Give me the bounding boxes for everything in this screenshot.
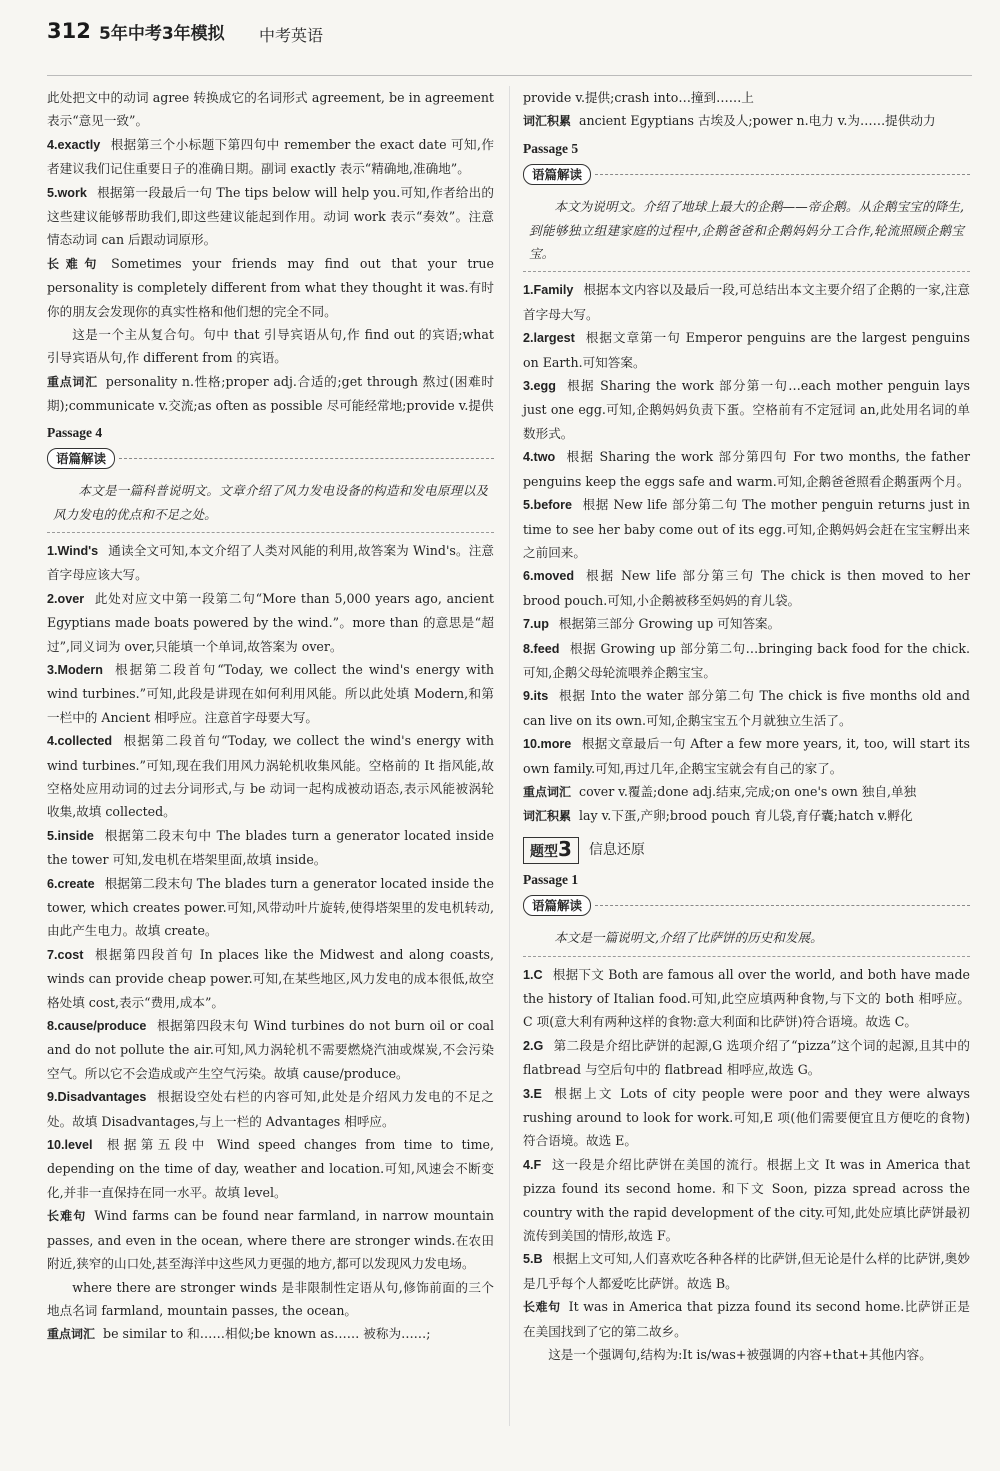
answer-number: 8.cause/produce xyxy=(47,1019,147,1034)
subject-title: 中考英语 xyxy=(259,26,324,45)
note-label: 长难句 xyxy=(47,256,104,271)
note-label: 词汇积累 xyxy=(523,809,572,824)
note-label: 词汇积累 xyxy=(523,114,572,129)
paragraph: provide v.提供;crash into…撞到……上 xyxy=(523,90,754,105)
note-text: Sometimes your friends may find out that your true personality is completely different from what they thought it was.有时你的朋友会发现你的真实性格和他们想的完全不同。 xyxy=(47,255,494,319)
answer-item xyxy=(523,1247,970,1295)
answer-item xyxy=(47,658,494,729)
badge-label: 语篇解读 xyxy=(523,164,591,185)
note-label: 重点词汇 xyxy=(47,1327,96,1342)
labeled-note xyxy=(523,109,970,133)
answer-item xyxy=(47,181,494,252)
answer-item xyxy=(47,824,494,872)
answer-explanation: 根据 Growing up 部分第二句…bringing back food for the chick.可知,企鹅父母轮流喂养企鹅宝宝。 xyxy=(523,640,970,680)
note-text: cover v.覆盖;done adj.结束,完成;on one's own 独自,单独 xyxy=(579,783,917,799)
answer-explanation: 根据第二段首句“Today, we collect the wind's energy with wind turbines.”可知,此段是讲现在如何利用风能。所以此处填 Modern,和第一栏中的 Ancient 相呼应。注意首字母要大写。 xyxy=(47,661,494,725)
answer-explanation: 根据上文 Lots of city people were poor and they were always rushing around to look for work.可知,E 项(他们需要便宜且方便吃的食物)符合语境。故选 E。 xyxy=(523,1085,970,1149)
answer-item xyxy=(523,564,970,612)
note-text: ancient Egyptians 古埃及人;power n.电力 v.为……提供动力 xyxy=(579,113,936,129)
answer-item xyxy=(47,133,494,181)
answer-item xyxy=(47,587,494,658)
answer-explanation: 根据第二段首句“Today, we collect the wind's energy with wind turbines.”可知,现在我们用风力涡轮机收集风能。空格前的 It 指风能,故空格处应用动词的过去分词形式,与 be 动词一起构成被动语态,表示风能被涡轮收集,故填 collected。 xyxy=(47,733,494,820)
answer-explanation: 根据设空处右栏的内容可知,此处是介绍风力发电的不足之处。故填 Disadvantages,与上一栏的 Advantages 相呼应。 xyxy=(47,1089,494,1129)
answer-explanation: 根据 Into the water 部分第二句 The chick is five months old and can live on its own.可知,企鹅宝宝五个月就独立生活了。 xyxy=(523,688,970,728)
answer-explanation: 根据第四段末句 Wind turbines do not burn oil or coal and do not pollute the air.可知,风力涡轮机不需要燃烧汽油或煤炭,不会污染空气。所以它不会造成或产生空气污染。故填 cause/produce。 xyxy=(47,1018,494,1081)
header-divider xyxy=(47,75,972,76)
answer-number: 4.exactly xyxy=(47,137,101,152)
answer-number: 2.over xyxy=(47,591,85,606)
answer-explanation: 根据第五段中 Wind speed changes from time to time, depending on the time of day, weather and location.可知,风速会不断变化,并非一直保持在同一水平。故填 level。 xyxy=(47,1137,494,1200)
labeled-note xyxy=(523,1295,970,1343)
paragraph: 此处把文中的动词 agree 转换成它的名词形式 agreement, be in agreement 表示“意见一致”。 xyxy=(47,90,494,129)
answer-item xyxy=(523,326,970,374)
answer-item xyxy=(47,1133,494,1204)
answer-number: 4.two xyxy=(523,450,556,465)
section-badge xyxy=(523,895,970,916)
badge-dashed-line xyxy=(595,174,970,175)
answer-number: 10.level xyxy=(47,1138,93,1153)
passage-summary: 本文是一篇科普说明文。文章介绍了风力发电设备的构造和发电原理以及风力发电的优点和不足之处。 xyxy=(47,477,494,533)
answer-item xyxy=(523,732,970,780)
answer-item xyxy=(523,684,970,732)
note-label: 重点词汇 xyxy=(47,374,98,389)
answer-number: 3.Modern xyxy=(47,662,103,677)
column-divider xyxy=(509,86,510,1426)
page-header xyxy=(47,18,970,54)
answer-explanation: 根据第二段末句中 The blades turn a generator located inside the tower 可知,发电机在塔架里面,故填 inside。 xyxy=(47,827,494,868)
labeled-note xyxy=(47,1204,494,1275)
answer-explanation: 根据下文 Both are famous all over the world, and both have made the history of Italian food.可知,此空应填两种食物,与下文的 both 相呼应。C 项(意大利有两种这样的食物:意大利面和比萨饼)符合语境。故选 C。 xyxy=(523,966,970,1030)
answer-number: 5.B xyxy=(523,1252,543,1267)
labeled-note xyxy=(523,780,970,804)
answer-item xyxy=(523,1153,970,1248)
answer-explanation: 根据本文内容以及最后一段,可总结出本文主要介绍了企鹅的一家,注意首字母大写。 xyxy=(523,282,970,322)
answer-explanation: 此处对应文中第一段第二句“More than 5,000 years ago, ancient Egyptians made boats powered by the wind.”。more than 的意思是“超过”,同义词为 over,只能填一个单词,故答案为 over。 xyxy=(47,590,494,654)
left-column xyxy=(47,86,494,1347)
answer-item xyxy=(523,278,970,326)
answer-number: 10.more xyxy=(523,737,572,752)
answer-number: 9.Disadvantages xyxy=(47,1090,147,1105)
book-title: 5年中考3年模拟 xyxy=(99,24,225,44)
answer-explanation: 第二段是介绍比萨饼的起源,G 选项介绍了“pizza”这个词的起源,且其中的 flatbread 与空后句中的 flatbread 相呼应,故选 G。 xyxy=(523,1037,970,1078)
answer-number: 3.E xyxy=(523,1086,542,1101)
passage-summary: 本文是一篇说明文,介绍了比萨饼的历史和发展。 xyxy=(523,924,970,956)
note-text: Wind farms can be found near farmland, in narrow mountain passes, and even in the ocean, where there are stronger winds.在农田附近,狭窄的山口处,甚至海洋中这些风力更强的地方,都可以发现风力发电场。 xyxy=(47,1208,494,1272)
badge-dashed-line xyxy=(595,905,970,906)
answer-number: 6.moved xyxy=(523,569,575,584)
answer-number: 7.up xyxy=(523,617,549,632)
answer-item xyxy=(47,1085,494,1133)
answer-item xyxy=(523,1082,970,1153)
answer-explanation: 根据 New life 部分第二句 The mother penguin returns just in time to see her baby come out of its egg.可知,企鹅妈妈会赶在宝宝孵出来之前回来。 xyxy=(523,497,970,560)
question-type-name: 信息还原 xyxy=(588,841,645,858)
note-text: be similar to 和……相似;be known as…… 被称为……; xyxy=(103,1326,431,1342)
answer-number: 1.Wind's xyxy=(47,543,99,558)
labeled-note xyxy=(47,370,494,418)
passage-summary: 本文为说明文。介绍了地球上最大的企鹅——帝企鹅。从企鹅宝宝的降生,到能够独立组建家庭的过程中,企鹅爸爸和企鹅妈妈分工合作,轮流照顾企鹅宝宝。 xyxy=(523,193,970,272)
answer-number: 3.egg xyxy=(523,379,556,394)
answer-item xyxy=(47,729,494,824)
answer-item xyxy=(523,493,970,564)
badge-label: 语篇解读 xyxy=(47,448,115,469)
answer-number: 1.Family xyxy=(523,283,574,298)
answer-explanation: 根据上文可知,人们喜欢吃各种各样的比萨饼,但无论是什么样的比萨饼,奥妙是几乎每个人都爱吃比萨饼。故选 B。 xyxy=(523,1251,970,1291)
answer-number: 5.inside xyxy=(47,828,94,843)
note-label: 重点词汇 xyxy=(523,784,572,799)
answer-item xyxy=(523,1034,970,1082)
section-badge xyxy=(523,164,970,185)
note-label: 长难句 xyxy=(47,1209,87,1224)
passage-heading: Passage 5 xyxy=(523,140,579,156)
answer-explanation: 根据第四段首句 In places like the Midwest and along coasts, winds can provide cheap power.可知,在某些地区,风力发电的成本很低,故空格处填 cost,表示“费用,成本”。 xyxy=(47,946,494,1010)
answer-number: 5.before xyxy=(523,498,572,513)
answer-item xyxy=(523,445,970,493)
note-label: 长难句 xyxy=(523,1300,561,1315)
passage-heading: Passage 4 xyxy=(47,424,103,440)
question-type-prefix: 题型 xyxy=(530,843,558,860)
answer-number: 9.its xyxy=(523,689,549,704)
right-column xyxy=(523,86,970,1367)
answer-explanation: 这一段是介绍比萨饼在美国的流行。根据上文 It was in America that pizza found its second home. 和下文 Soon, pizza spread across the country with the rapid development of the city.可知,此处应填比萨饼最初流传到美国的情形,故选 F。 xyxy=(523,1156,971,1244)
answer-explanation: 根据文章第一句 Emperor penguins are the largest penguins on Earth.可知答案。 xyxy=(523,330,970,370)
answer-explanation: 根据文章最后一句 After a few more years, it, too, will start its own family.可知,再过几年,企鹅宝宝就会有自己的家了。 xyxy=(523,736,970,776)
answer-number: 2.G xyxy=(523,1038,544,1053)
badge-label: 语篇解读 xyxy=(523,895,591,916)
answer-explanation: 根据第三部分 Growing up 可知答案。 xyxy=(558,616,781,632)
labeled-note xyxy=(523,804,970,828)
analysis-paragraph: where there are stronger winds 是非限制性定语从句,修饰前面的三个地点名词 farmland, mountain passes, the ocean。 xyxy=(47,1279,494,1318)
answer-item xyxy=(523,637,970,685)
analysis-paragraph: 这是一个主从复合句。句中 that 引导宾语从句,作 find out 的宾语;what 引导宾语从句,作 different from 的宾语。 xyxy=(47,327,494,366)
question-type-box xyxy=(523,837,579,864)
note-text: personality n.性格;proper adj.合适的;get through 熬过(困难时期);communicate v.交流;as often as possible 尽可能经常地;provide v.提供 xyxy=(47,373,494,414)
question-type-number: 3 xyxy=(558,836,572,861)
answer-number: 8.feed xyxy=(523,641,560,656)
answer-item xyxy=(47,539,494,587)
answer-number: 1.C xyxy=(523,967,543,982)
answer-number: 4.collected xyxy=(47,734,113,749)
answer-item xyxy=(47,1014,494,1085)
answer-explanation: 根据第一段最后一句 The tips below will help you.可知,作者给出的这些建议能够帮助我们,即这些建议能起到作用。动词 work 表示“奏效”。注意情态动词 can 后跟动词原形。 xyxy=(47,184,494,248)
answer-item xyxy=(47,943,494,1014)
analysis-paragraph: 这是一个强调句,结构为:It is/was+被强调的内容+that+其他内容。 xyxy=(548,1347,932,1363)
labeled-note xyxy=(47,1322,494,1346)
question-type-heading xyxy=(523,837,970,864)
badge-dashed-line xyxy=(119,458,494,459)
note-text: lay v.下蛋,产卵;brood pouch 育儿袋,育仔囊;hatch v.孵化 xyxy=(579,808,913,824)
section-badge xyxy=(47,448,494,469)
answer-explanation: 根据 New life 部分第三句 The chick is then moved to her brood pouch.可知,小企鹅被移至妈妈的育儿袋。 xyxy=(523,568,970,608)
answer-item xyxy=(523,963,970,1034)
answer-number: 4.F xyxy=(523,1157,542,1172)
labeled-note xyxy=(47,252,494,323)
answer-number: 2.largest xyxy=(523,331,575,346)
note-text: It was in America that pizza found its second home.比萨饼正是在美国找到了它的第二故乡。 xyxy=(523,1299,970,1339)
answer-explanation: 根据第二段末句 The blades turn a generator located inside the tower, which creates power.可知,风带动叶片旋转,使得塔架里的发电机转动,由此产生电力。故填 create。 xyxy=(47,875,494,939)
answer-number: 7.cost xyxy=(47,947,84,962)
passage-heading: Passage 1 xyxy=(523,871,579,887)
answer-explanation: 根据 Sharing the work 部分第一句…each mother penguin lays just one egg.可知,企鹅妈妈负责下蛋。空格前有不定冠词 an,此处用名词的单数形式。 xyxy=(523,378,970,441)
answer-item xyxy=(523,612,970,636)
answer-number: 5.work xyxy=(47,185,87,200)
answer-item xyxy=(523,374,970,445)
answer-explanation: 通读全文可知,本文介绍了人类对风能的利用,故答案为 Wind's。注意首字母应该大写。 xyxy=(47,542,494,583)
page-number: 312 xyxy=(47,19,91,43)
answer-item xyxy=(47,872,494,943)
answer-explanation: 根据 Sharing the work 部分第四句 For two months, the father penguins keep the eggs safe and warm.可知,企鹅爸爸照看企鹅蛋两个月。 xyxy=(523,449,970,489)
answer-explanation: 根据第三个小标题下第四句中 remember the exact date 可知,作者建议我们记住重要日子的准确日期。副词 exactly 表示“精确地,准确地”。 xyxy=(47,136,494,177)
answer-number: 6.create xyxy=(47,876,95,891)
